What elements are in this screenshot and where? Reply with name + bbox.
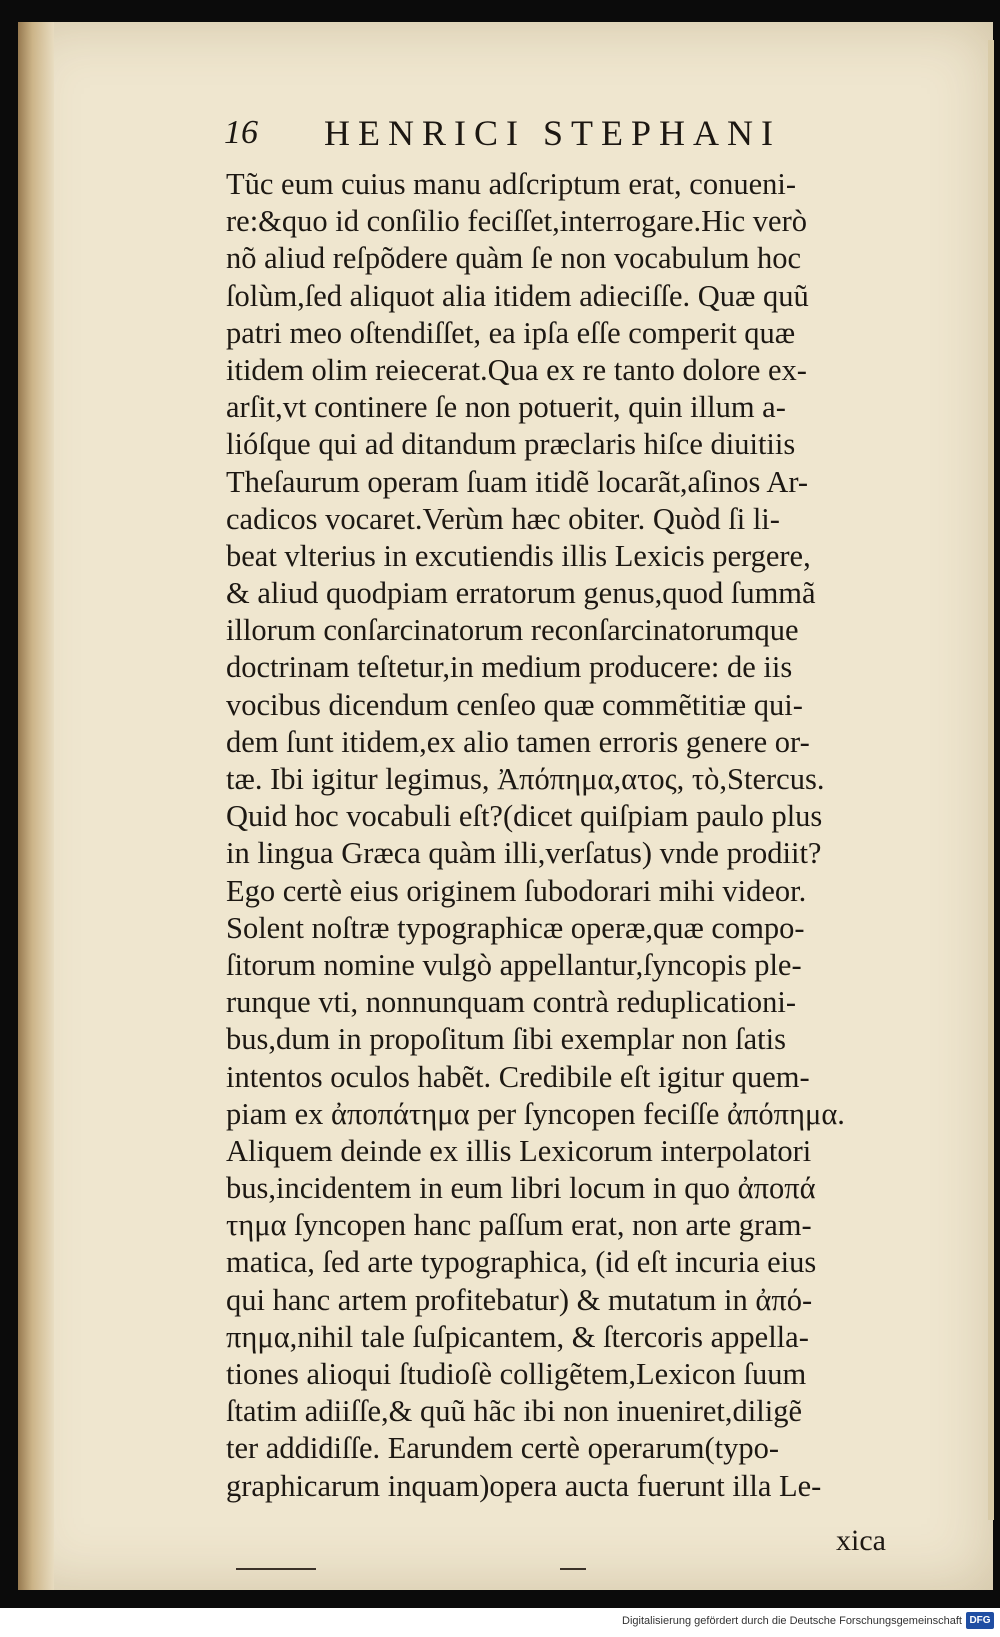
text-line: bus,dum in propoſitum ſibi exemplar non ſatis bbox=[226, 1022, 786, 1057]
text-line: beat vlterius in excutiendis illis Lexicis pergere, bbox=[226, 538, 811, 573]
text-line: Aliquem deinde ex illis Lexicorum interpolatori bbox=[226, 1133, 812, 1168]
text-line: runque vti, nonnunquam contrà reduplicationi- bbox=[226, 985, 797, 1020]
text-line: Solent noſtræ typographicæ operæ,quæ compo- bbox=[226, 910, 805, 945]
ink-mark bbox=[560, 1568, 586, 1570]
text-line: cadicos vocaret.Verùm hæc obiter. Quòd ſi li- bbox=[226, 501, 780, 536]
funding-note: Digitalisierung gefördert durch die Deutsche Forschungsgemeinschaft bbox=[622, 1615, 962, 1627]
text-line: ſolùm,ſed aliquot alia itidem adieciſſe. Quæ quũ bbox=[226, 278, 809, 313]
text-line: piam ex ἀποπάτημα per ſyncopen feciſſe ἀπόπημα. bbox=[226, 1096, 845, 1131]
text-block bbox=[226, 166, 906, 1505]
text-line: Ego certè eius originem ſubodorari mihi videor. bbox=[226, 873, 807, 908]
text-line: Tũc eum cuius manu adſcriptum erat, conueni- bbox=[226, 167, 796, 201]
text-line: illorum conſarcinatorum reconſarcinatorumque bbox=[226, 613, 799, 648]
text-line: doctrinam teſtetur,in medium producere: de iis bbox=[226, 650, 793, 685]
dfg-logo-icon: DFG bbox=[966, 1612, 994, 1629]
text-line: dem ſunt itidem,ex alio tamen erroris genere or- bbox=[226, 724, 810, 759]
text-line: lióſque qui ad ditandum præclaris hiſce diuitiis bbox=[226, 427, 796, 462]
text-line: re:&quo id conſilio feciſſet,interrogare.Hic verò bbox=[226, 204, 807, 239]
text-line: patri meo oſtendiſſet, ea ipſa eſſe comperit quæ bbox=[226, 315, 796, 350]
text-line: in lingua Græca quàm illi,verſatus) vnde prodiit? bbox=[226, 836, 822, 871]
ink-mark bbox=[236, 1568, 316, 1570]
text-line: Theſaurum operam ſuam itidẽ locarãt,aſinos Ar- bbox=[226, 464, 809, 499]
text-line: & aliud quodpiam erratorum genus,quod ſummã bbox=[226, 576, 816, 611]
catchword: xica bbox=[836, 1524, 886, 1557]
page-header bbox=[224, 112, 874, 162]
text-line: matica, ſed arte typographica, (id eſt incuria eius bbox=[226, 1245, 817, 1280]
text-line: τημα ſyncopen hanc paſſum erat, non arte gram- bbox=[226, 1208, 812, 1243]
text-line: Quid hoc vocabuli eſt?(dicet quiſpiam paulo plus bbox=[226, 799, 823, 834]
text-line: πημα,nihil tale ſuſpicantem, & ſtercoris appella- bbox=[226, 1319, 809, 1354]
text-line: intentos oculos habẽt. Credibile eſt igitur quem- bbox=[226, 1059, 810, 1094]
text-line: tæ. Ibi igitur legimus, Ἀπόπημα,ατος, τὸ,Stercus. bbox=[226, 762, 825, 796]
text-line: ſtatim adiiſſe,& quũ hãc ibi non inueniret,diligẽ bbox=[226, 1394, 802, 1429]
text-line: ter addidiſſe. Earundem certè operarum(typo- bbox=[226, 1431, 779, 1466]
text-line: bus,incidentem in eum libri locum in quo ἀποπά bbox=[226, 1171, 816, 1206]
text-line: nõ aliud reſpõdere quàm ſe non vocabulum hoc bbox=[226, 241, 802, 276]
text-line: qui hanc artem profitebatur) & mutatum in ἀπό- bbox=[226, 1282, 813, 1317]
text-line: arſit,vt continere ſe non potuerit, quin illum a- bbox=[226, 390, 786, 425]
text-line: vocibus dicendum cenſeo quæ commẽtitiæ qui- bbox=[226, 687, 803, 722]
book-gutter bbox=[18, 22, 54, 1590]
page-edge bbox=[988, 40, 994, 1520]
text-line: ſitorum nomine vulgò appellantur,ſyncopis ple- bbox=[226, 947, 802, 982]
text-line: graphicarum inquam)opera aucta fuerunt illa Le- bbox=[226, 1468, 822, 1503]
running-head: HENRICI STEPHANI bbox=[324, 113, 781, 153]
text-line: itidem olim reiecerat.Qua ex re tanto dolore ex- bbox=[226, 352, 807, 387]
text-line: tiones alioqui ſtudioſè colligẽtem,Lexicon ſuum bbox=[226, 1357, 807, 1391]
page-number: 16 bbox=[224, 114, 258, 151]
